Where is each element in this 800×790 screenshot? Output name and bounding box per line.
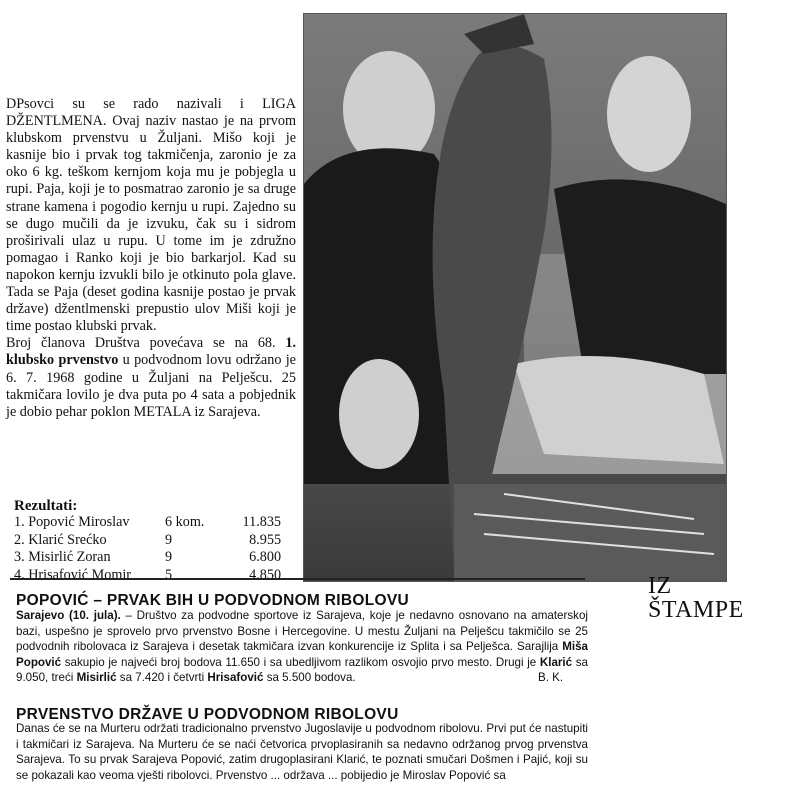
club-paragraph-after: u podvodnom lovu održano je 6. 7. 1968 godine u Žuljani na Pelješcu. 25 takmičara lovilo je dva puta po 4 sata a pobjednik je dobio pehar poklon METALA iz Sarajeva. [6,352,296,420]
article-1-headline: POPOVIĆ – PRVAK BIH U PODVODNOM RIBOLOVU [16,592,409,609]
results-row [14,549,281,567]
club-championship-bold: 1. klubsko prvenstvo [6,335,296,369]
results-count: 5 [165,566,173,583]
article-2-text-cut: Prvenstvo ... održava ... pobijedio je Miroslav Popović sa [215,768,506,782]
results-name: 1. Popović Miroslav [14,514,130,530]
article-1-text-b: sakupio je najveći broj bodova 11.650 i sa ubedljivom razlikom osvojio prvo mesto. Drugi je [61,655,540,669]
results-points: 6.800 [249,549,282,566]
results-table [14,514,281,584]
article-2-text: Danas će se na Murteru održati tradicionalno prvenstvo Jugoslavije u podvodnom ribolovu. Prvi put će nastupiti i takmičari iz Sarajeva. Na Murteru će se naći četvorica prvoplasiranih sa nedavno održanog prvog prvenstva Sarajeva. To su prvak Sarajeva Popović, zatim drugoplasirani Klarić, te poznati smučari Došmen i Pajić, koji su se pokazali kao veoma vješti ribolovci. [16,722,588,782]
intro-paragraph: DPsovci su se rado nazivali i LIGA DŽENTLMENA. Ovaj naziv nastao je na prvom klubskom prvenstvu u Žuljani. Mišo koji je kasnije bio i prvak tog takmičenja, zaronio je za oko 6 kg. teškom kernjom koja mu je pobjegla u rupi. Paja, koji je to posmatrao zaronio je sa druge strane kamena i pogodio kernju u rupi. Zajedno su se dugo mučili da je izvuku, čak su i sidrom proširivali ulaz u rupu. U tome im je združno pomagao i Ranko koji je bio barkarjol. Kad su napokon kernju izvukli bilo je otkinuto pola glave. Tada se Paja (deset godina kasnije postao je prvak države) džentlmenski prepustio ulov Miši koji je time postao klubski prvak. [6,96,296,335]
club-paragraph-before: Broj članova Društva povećava se na 68. [6,335,286,352]
article-2-headline: PRVENSTVO DRŽAVE U PODVODNOM RIBOLOVU [16,706,399,723]
clipping-top-rule [10,578,585,580]
results-count: 6 kom. [165,514,205,530]
results-count: 9 [165,549,173,566]
article-1-signature: B. K. [538,671,564,684]
article-1-text-d: sa 7.420 i četvrti [116,671,208,685]
results-name: 2. Klarić Srećko [14,531,107,548]
article-1-text-a: – Društvo za podvodne sportove iz Sarajeva, koje je nedavno osnovano na amaterskoj bazi, uspešno je sprovelo prvo prvenstvo Bosne i Hercegovine. U mestu Žuljani na Pelješcu takmičilo se 25 podvodnih ribolovaca iz Sarajeva i desetak takmičara izvan konkurencije iz Splita i sa Pelješca. Sarajlija [16,609,588,654]
article-1-text-c: sa 9.050, treći [16,655,588,685]
iz-stampe-label [648,574,744,622]
article-1-body [16,608,588,686]
article-1-dateline: Sarajevo (10. jula). [16,609,121,622]
results-points: 11.835 [242,514,282,530]
results-title: Rezultati: [14,498,78,514]
results-count: 9 [165,531,173,548]
article-1-name-2: Klarić [539,655,573,669]
iz-stampe-line2: ŠTAMPE [648,597,744,623]
results-row [14,532,281,550]
iz-stampe-line1: IZ [648,573,672,599]
article-1-name-4: Hrisafović [207,671,264,685]
article-1-name-3: Misirlić [76,671,117,685]
club-paragraph [6,335,296,420]
article-1-text-e: sa 5.500 bodova. [263,671,356,685]
results-row [14,514,281,532]
results-row [14,567,281,585]
results-name: 4. Hrisafović Momir [14,566,132,583]
article-1-name-1: Miša Popović [16,640,588,669]
divers-with-fish-image [304,14,726,581]
newspaper-photo [303,13,727,582]
results-points: 8.955 [249,531,282,548]
left-column [6,96,296,421]
article-2-body [16,721,588,783]
results-name: 3. Misirlić Zoran [14,549,111,566]
results-points: 4.850 [249,566,282,583]
